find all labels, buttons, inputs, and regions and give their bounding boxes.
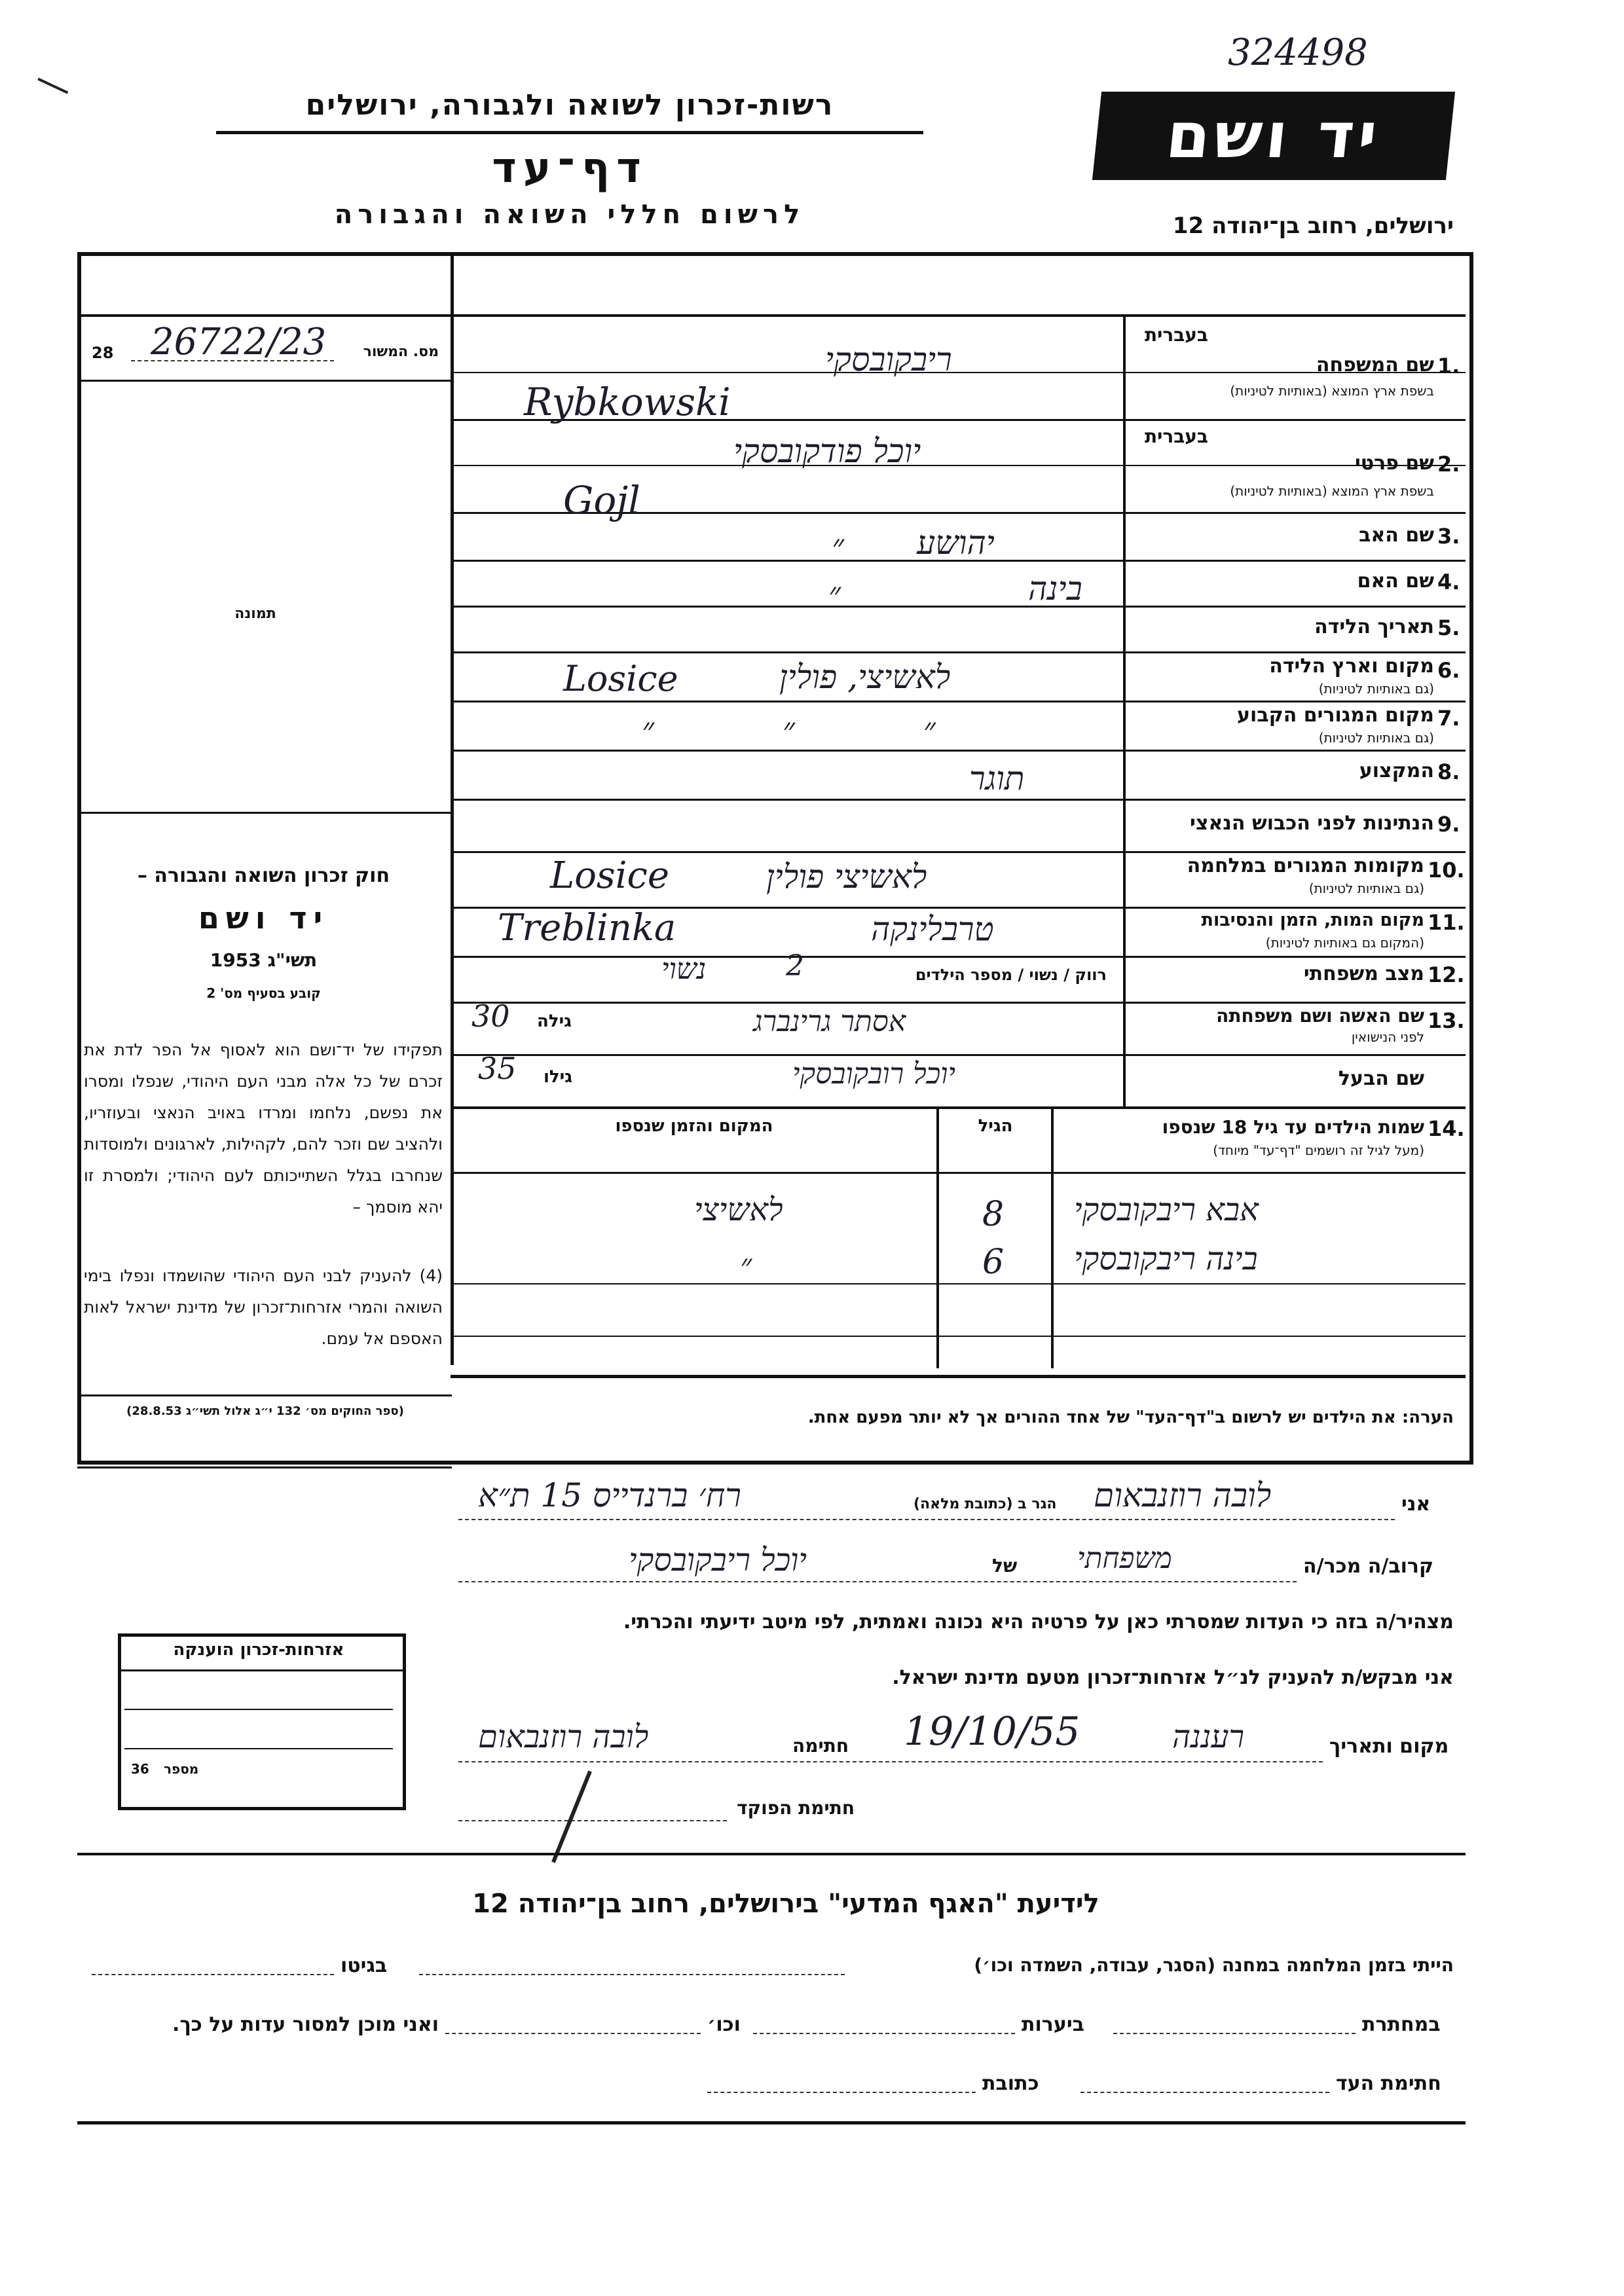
- f8-num: 8.: [1437, 759, 1460, 784]
- f11-hebrew-value: טרבלינקה: [871, 910, 994, 948]
- f11-label: מקום המות, הזמן והנסיבות: [1201, 910, 1424, 930]
- signature-value: לובה רוזנבאום: [478, 1719, 649, 1755]
- child-1-name: אבא ריבקובסקי: [1074, 1192, 1259, 1228]
- f12-status: נשוי: [661, 953, 707, 986]
- request: אני מבקש/ת להעניק לנ״ל אזרחות־זכרון מטעם מדינת ישראל.: [892, 1666, 1454, 1689]
- f12-label: מצב משפחתי: [1303, 962, 1424, 985]
- child-2-place: ״: [740, 1247, 752, 1284]
- f13-value: אסתר גרינברג: [753, 1005, 906, 1038]
- husband-label: שם הבעל: [1338, 1067, 1424, 1090]
- of-value: יוכל ריבקובסקי: [629, 1542, 807, 1578]
- header-title: רשות-זכרון לשואה ולגבורה, ירושלים: [305, 88, 834, 122]
- f9-num: 9.: [1437, 812, 1460, 837]
- law-name: יד ושם: [198, 900, 329, 936]
- f3-ditto: ״: [832, 527, 844, 565]
- address: ירושלים, רחוב בן־יהודה 12: [1172, 213, 1454, 239]
- form-title: דף־עד: [492, 144, 648, 192]
- f6-sub: (גם באותיות לטיניות): [1318, 681, 1434, 697]
- corner-mark: [37, 66, 73, 94]
- f12-options: רווק / נשוי / מספר הילדים: [915, 966, 1107, 984]
- f11-latin-value: Treblinka: [498, 907, 676, 949]
- footer-etc: וכו׳: [707, 2013, 741, 2036]
- husband-age: 35: [478, 1051, 517, 1086]
- photo-label: תמונה: [234, 606, 276, 622]
- f4-label: שם האם: [1357, 570, 1434, 592]
- f5-label: תאריך הלידה: [1314, 615, 1434, 638]
- f13-num: 13.: [1428, 1008, 1465, 1033]
- declarant-resident-label: הגר ב (כתובת מלאה): [913, 1496, 1057, 1512]
- place-value: רעננה: [1172, 1719, 1245, 1755]
- law-clause-4: (4) להעניק לבני העם היהודי שהושמדו ונפלו בימי השואה והמרי אזרחות־זכרון של מדינת ישראל לאות האספם אל עמם.: [84, 1266, 443, 1348]
- f2-sub: בשפת ארץ המוצא (באותיות לטיניות): [1230, 483, 1434, 499]
- f1-hebrew-value: ריבקובסקי: [825, 340, 952, 378]
- footer-line1-end: בגיטו: [341, 1954, 388, 1977]
- citizenship-number-prefix: 36: [131, 1761, 149, 1777]
- f9-label: הנתינות לפני הכבוש הנאצי: [1190, 812, 1434, 835]
- footer-line1: הייתי בזמן המלחמה במחנה (הסגר, עבודה, השמדה וכו׳): [974, 1954, 1454, 1976]
- f1-sub: בשפת ארץ המוצא (באותיות לטיניות): [1230, 383, 1434, 399]
- f10-sub: (גם באותיות לטיניות): [1308, 881, 1424, 896]
- serial-prefix: 28: [92, 344, 114, 362]
- f6-num: 6.: [1437, 658, 1460, 683]
- footer-forests: ביערות: [1022, 2013, 1084, 2036]
- f10-label: מקומות המגורים במלחמה: [1187, 854, 1424, 877]
- f11-sub: (המקום גם באותיות לטיניות): [1265, 935, 1424, 951]
- footer-underground: במחתרת: [1362, 2013, 1441, 2036]
- f14-num: 14.: [1428, 1116, 1465, 1141]
- husband-age-label: גילו: [544, 1067, 572, 1087]
- f7-label: מקום המגורים הקבוע: [1237, 704, 1434, 727]
- f6-hebrew-value: לאשיצי, פולין: [779, 658, 951, 696]
- yad-vashem-logo: יד ושם: [1092, 92, 1455, 180]
- form-subtitle: לרשום חללי השואה והגבורה: [334, 200, 805, 230]
- footer-title: לידיעת "האגף המדעי" בירושלים, רחוב בן־יהודה 12: [472, 1889, 1099, 1919]
- child-1-age: 8: [982, 1195, 1005, 1234]
- f14-sub: (מעל לגיל זה רושמים "דף־עד" מיוחד): [1213, 1142, 1424, 1158]
- f7-num: 7.: [1437, 706, 1460, 731]
- note: הערה: את הילדים יש לרשום ב"דף־העד" של אחד ההורים אך לא יותר מפעם אחת.: [807, 1408, 1454, 1427]
- child-1-place: לאשיצי: [694, 1192, 783, 1228]
- f7-sub: (גם באותיות לטיניות): [1318, 730, 1434, 746]
- place-date-label: מקום ותאריך: [1329, 1735, 1449, 1758]
- of-label: של: [992, 1555, 1018, 1576]
- f6-latin-value: Losice: [563, 658, 678, 699]
- declarant-address: רח׳ ברנדייס 15 ת״א: [478, 1476, 741, 1514]
- f3-value: יהושע: [917, 524, 995, 562]
- f14-place-col: המקום והזמן שנספו: [615, 1116, 773, 1136]
- relation-label: קרוב/ה מכר/ה: [1303, 1555, 1434, 1578]
- f14-label: שמות הילדים עד גיל 18 שנספו: [1162, 1116, 1424, 1138]
- serial-value: 26722/23: [151, 321, 327, 363]
- f13-label: שם האשה ושם משפחתה: [1216, 1005, 1424, 1027]
- f13-age-label: גילה: [537, 1011, 572, 1031]
- husband-value: יוכל רובקובסקי: [792, 1057, 956, 1091]
- clerk-signature-mark: [551, 1770, 592, 1863]
- f7-ditto: ״ ״ ״: [642, 710, 936, 748]
- f2-num: 2.: [1437, 452, 1460, 477]
- f2-label: שם פרטי: [1354, 452, 1434, 475]
- f12-num: 12.: [1428, 962, 1465, 987]
- f10-latin-value: Losice: [550, 854, 670, 897]
- f1-label: שם המשפחה: [1316, 354, 1434, 376]
- date-value: 19/10/55: [904, 1709, 1080, 1755]
- f4-ditto: ״: [828, 575, 841, 613]
- f3-label: שם האב: [1359, 524, 1434, 547]
- f8-label: המקצוע: [1359, 759, 1434, 782]
- footer-witness-signature: חתימת העד: [1336, 2072, 1441, 2095]
- f13-age: 30: [471, 998, 510, 1034]
- f13-sub: לפני הנישואין: [1351, 1029, 1424, 1045]
- citizenship-number-label: מספר: [164, 1761, 199, 1777]
- f2-latin-value: Gojl: [563, 478, 640, 522]
- f11-num: 11.: [1428, 910, 1465, 935]
- relation-value: משפחתי: [1077, 1542, 1172, 1575]
- child-2-name: בינה ריבקובסקי: [1074, 1241, 1258, 1277]
- citizenship-box: [118, 1633, 406, 1810]
- f10-num: 10.: [1428, 858, 1465, 883]
- hebrew-column-label: בעברית: [1144, 324, 1208, 346]
- f10-hebrew-value: לאשיצי פולין: [766, 858, 927, 896]
- f1-num: 1.: [1437, 354, 1460, 378]
- citizenship-box-title: אזרחות-זכרון הוענקה: [173, 1640, 344, 1660]
- law-paragraph: תפקידו של יד־ושם הוא לאסוף אל הפר לדת את זכרם של כל אלה מבני העם היהודי, שנפלו ומסרו את נפשם, נלחמו ומרדו באויב הנאצי ובעוזריו, ולהציב שם וזכר להם, לקהילות, לארגונים ולמוסדות שנחרבו בגלל השתייכותם לעם היהודי; ולמסרת זו יהא מוסמך –: [84, 1040, 443, 1216]
- f1-latin-value: Rybkowski: [524, 380, 731, 424]
- f12-children-count: 2: [786, 949, 804, 983]
- statement: מצהיר/ה בזה כי העדות שמסרתי כאן על פרטיה היא נכונה ואמתית, לפי מיטב ידיעתי והכרתי.: [623, 1611, 1454, 1633]
- f8-value: תוגר: [969, 759, 1025, 797]
- f4-num: 4.: [1437, 570, 1460, 594]
- footer-willing: ואני מוכן למסור עדות על כך.: [172, 2013, 439, 2036]
- f5-num: 5.: [1437, 615, 1460, 640]
- archive-stamp-number: 324498: [1228, 31, 1368, 74]
- signature-label: חתימה: [792, 1735, 849, 1757]
- clerk-signature-label: חתימת הפוקד: [737, 1797, 855, 1819]
- declarant-name: לובה רוזנבאום: [1094, 1476, 1272, 1514]
- f4-value: בינה: [1028, 570, 1082, 608]
- law-year: תשי"ג 1953: [210, 949, 318, 971]
- f2-hebrew-value: יוכל פודקובסקי: [733, 432, 921, 470]
- law-clause: קובע בסעיף מס' 2: [206, 985, 321, 1001]
- f14-age-col: הגיל: [978, 1116, 1013, 1136]
- hebrew-column-label-2: בעברית: [1144, 426, 1208, 447]
- declarant-i-label: אני: [1401, 1493, 1431, 1516]
- footer-address: כתובת: [982, 2072, 1039, 2095]
- f3-num: 3.: [1437, 524, 1460, 549]
- serial-label: מס. המשור: [363, 344, 439, 360]
- law-title: חוק זכרון השואה והגבורה –: [137, 864, 390, 887]
- f6-label: מקום וארץ הלידה: [1269, 655, 1434, 678]
- law-citation: (ספר החוקים מס׳ 132 י״ג אלול תשי״ג 28.8.53): [126, 1404, 404, 1418]
- child-2-age: 6: [982, 1243, 1005, 1282]
